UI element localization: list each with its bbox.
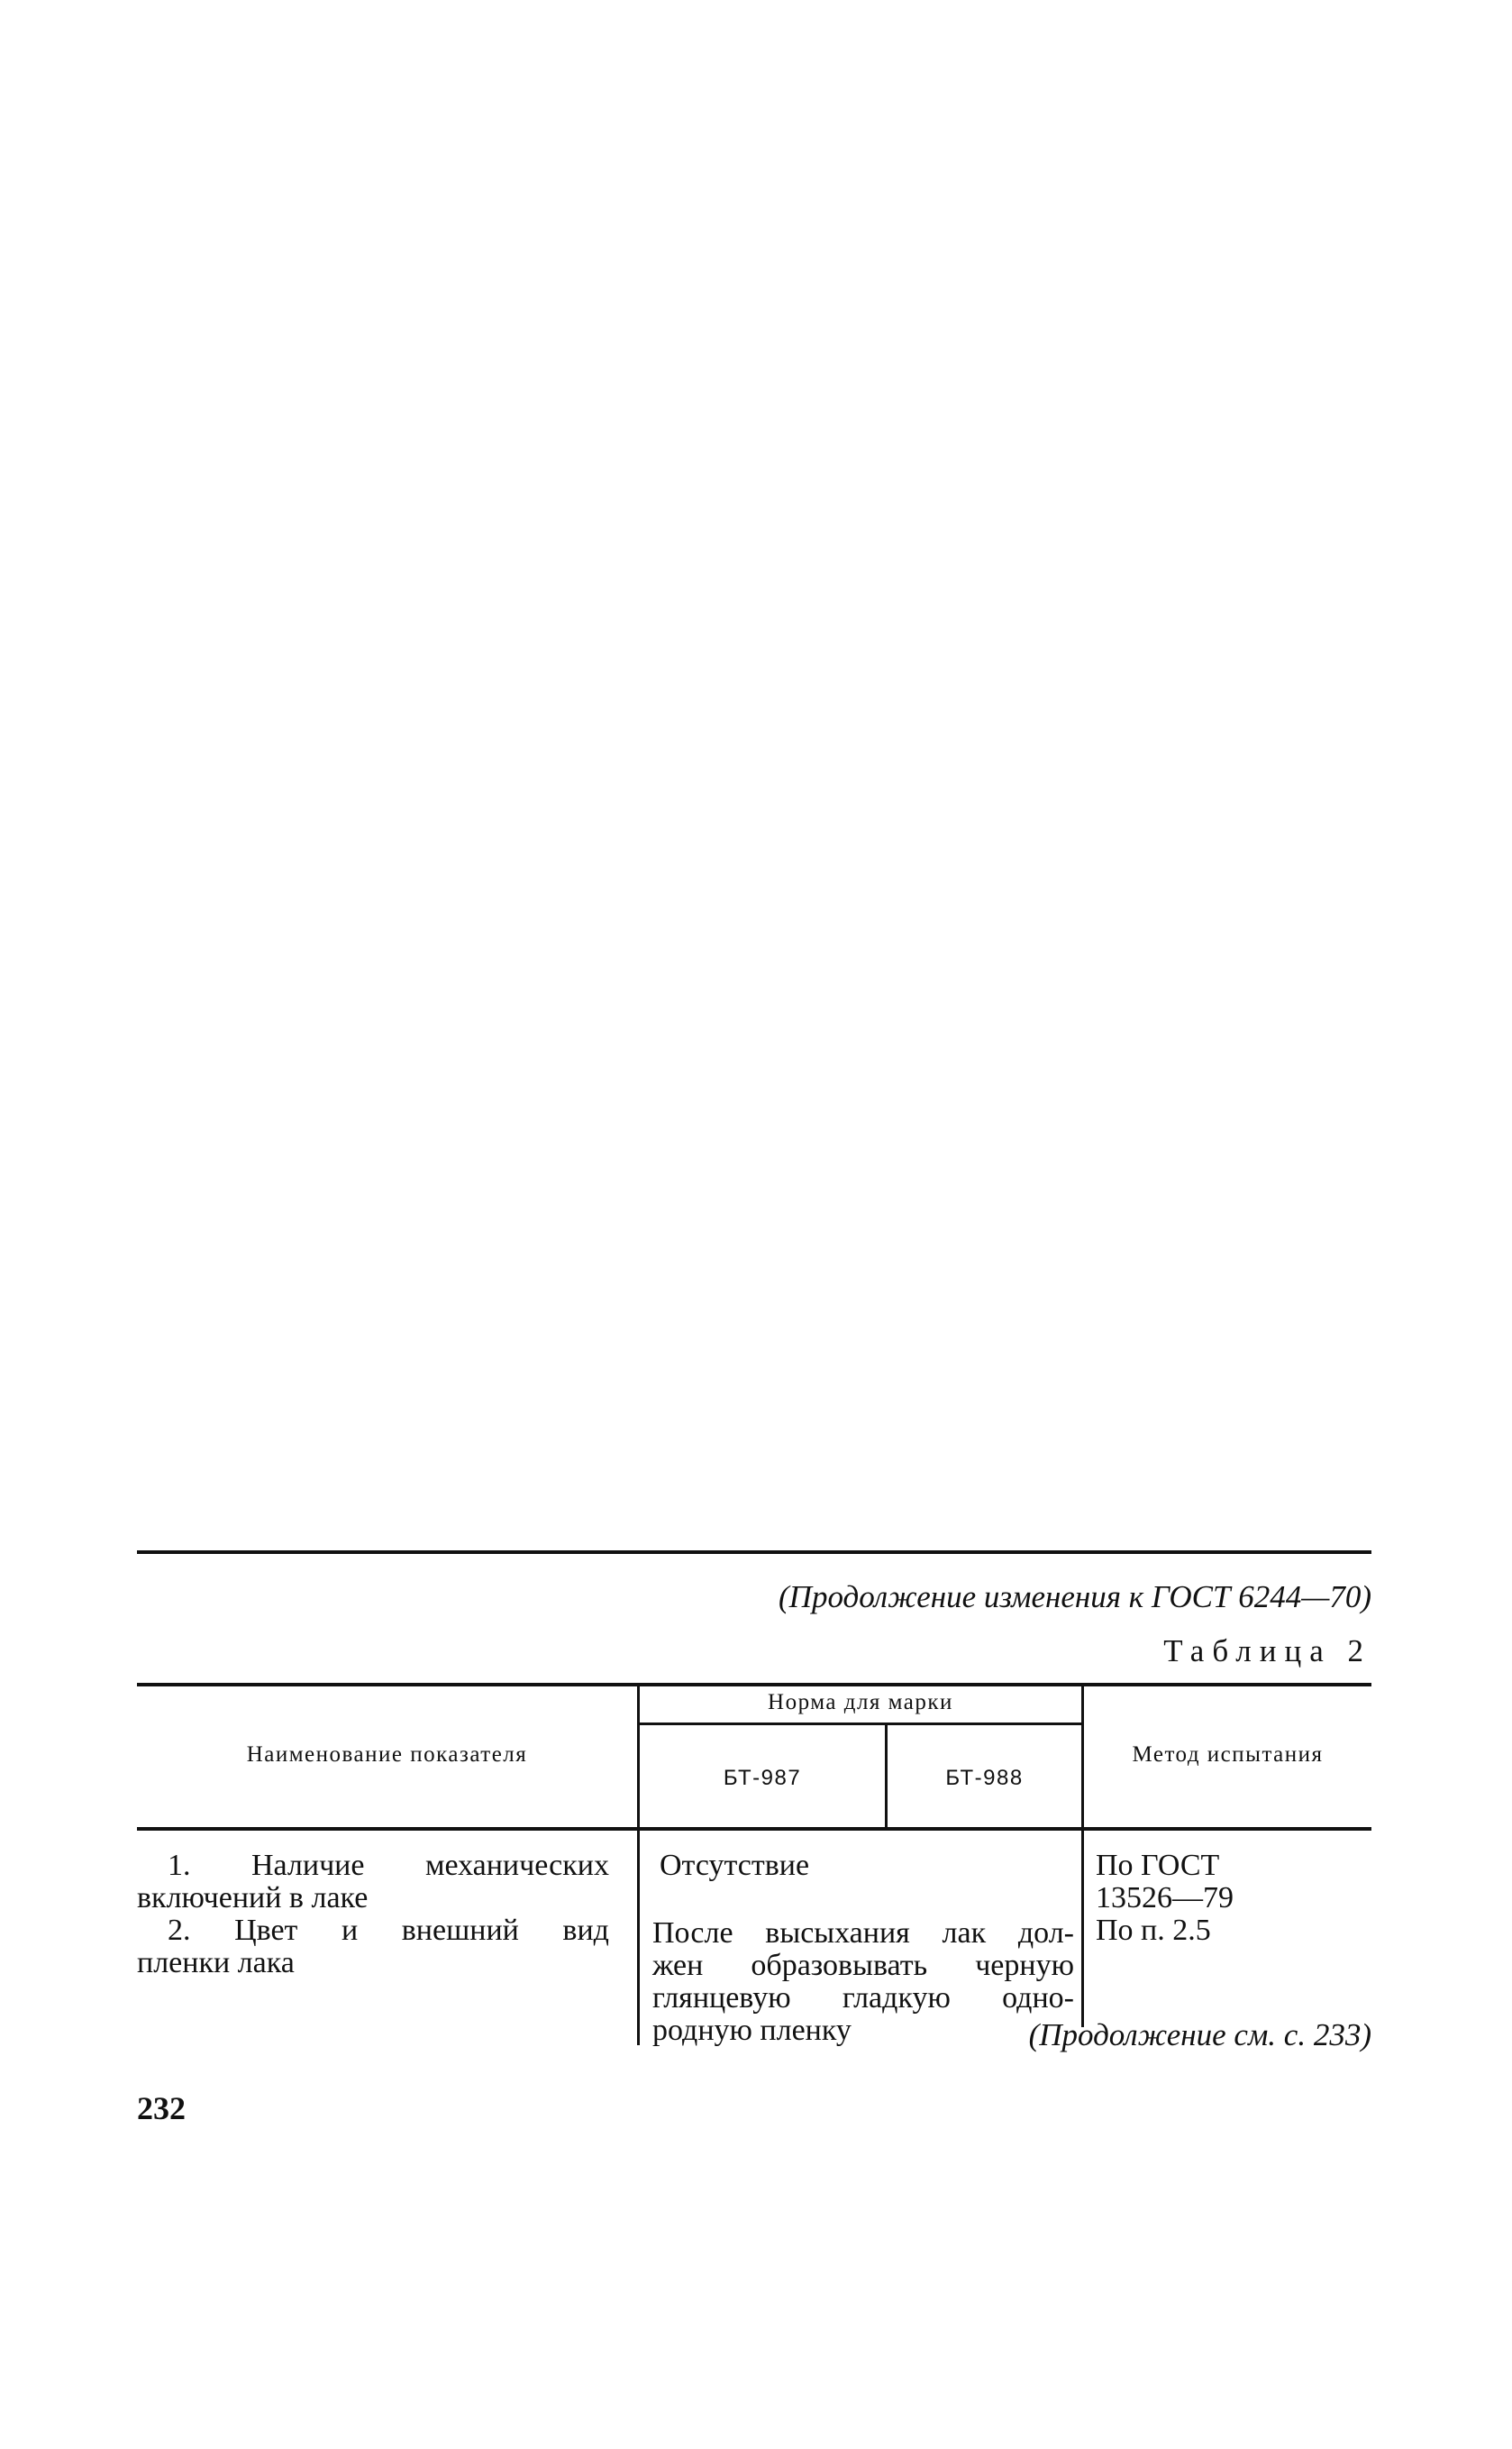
method-cell	[1096, 1850, 1366, 1947]
page-number: 232	[137, 2090, 186, 2126]
top-rule	[137, 1550, 1371, 1554]
column-header-method: Метод испытания	[1132, 1742, 1324, 1767]
word: 1.	[168, 1849, 191, 1882]
table-top-rule	[137, 1683, 1371, 1686]
indicator-name-cell	[137, 1850, 609, 1979]
column-header-brand-2: БТ-988	[945, 1766, 1024, 1790]
word: высыхания	[765, 1916, 910, 1950]
column-header-norm: Норма для марки	[768, 1690, 953, 1714]
column-header-name: Наименование показателя	[246, 1742, 528, 1767]
table-row-text	[652, 1982, 1074, 2015]
norm-cell	[652, 1850, 1074, 1882]
continuation-footer: (Продолжение см. с. 233)	[1028, 2017, 1371, 2052]
norm-header-rule	[640, 1723, 1081, 1725]
table-row-text	[652, 1950, 1074, 1982]
word: внешний	[401, 1914, 519, 1947]
word: образовывать	[751, 1949, 928, 1982]
word: 2.	[168, 1914, 191, 1947]
table-row-text: По ГОСТ	[1096, 1849, 1220, 1882]
word: После	[652, 1916, 733, 1950]
word: гладкую	[842, 1981, 951, 2015]
word: механических	[424, 1849, 609, 1882]
table-row-text	[137, 1850, 609, 1882]
table-row-text: Отсутствие	[660, 1849, 810, 1882]
word: Наличие	[250, 1849, 365, 1882]
column-divider	[1081, 1831, 1084, 2027]
table-row-text: родную пленку	[652, 2014, 852, 2047]
word: черную	[975, 1949, 1074, 1982]
word: одно-	[1002, 1981, 1074, 2015]
table-row-text	[652, 1917, 1074, 1950]
word: лак	[942, 1916, 987, 1950]
table-header-rule	[137, 1827, 1371, 1831]
table-row-text: включений в лаке	[137, 1881, 369, 1914]
word: вид	[562, 1914, 609, 1947]
table-row-text	[137, 1914, 609, 1947]
table-row-text: По п. 2.5	[1096, 1914, 1211, 1947]
word: и	[341, 1914, 359, 1947]
table-row-text: пленки лака	[137, 1946, 295, 1979]
word: жен	[652, 1949, 704, 1982]
word: Цвет	[234, 1914, 298, 1947]
table-label: Таблица 2	[1163, 1633, 1371, 1668]
word: дол-	[1017, 1916, 1074, 1950]
specification-table	[137, 1683, 1371, 2449]
continuation-header: (Продолжение изменения к ГОСТ 6244—70)	[779, 1579, 1371, 1614]
column-header-brand-1: БТ-987	[723, 1766, 802, 1790]
word: глянцевую	[652, 1981, 791, 2015]
table-row-text: 13526—79	[1096, 1881, 1234, 1914]
column-divider	[637, 1831, 640, 2045]
